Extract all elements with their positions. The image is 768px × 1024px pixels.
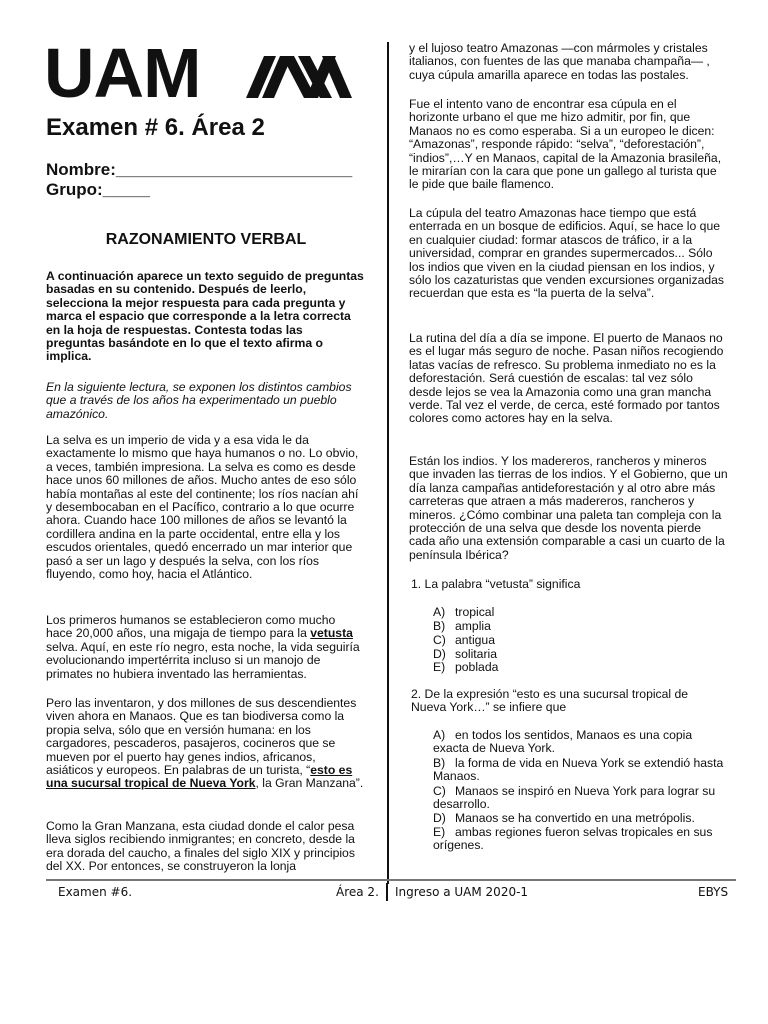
paragraph-3-part-b: , la Gran Manzana”.	[255, 776, 364, 791]
option-letter: D)	[433, 647, 446, 661]
question-1-option-e[interactable]	[433, 661, 731, 674]
paragraph-2-part-a: Los primeros humanos se establecieron como mucho hace 20,000 años, una migaja de tiempo para la	[46, 613, 336, 641]
uam-logo-text: UAM	[44, 34, 201, 112]
question-2-option-d[interactable]	[433, 812, 731, 825]
footer-area: Área 2.	[336, 885, 379, 899]
paragraph-2	[46, 614, 364, 681]
option-text: Manaos se ha convertido en una metrópolis.	[455, 811, 695, 825]
right-paragraph-5: Están los indios. Y los madereros, rancheros y mineros que invaden las tierras de los indios. Y el Gobierno, que un día lanza campañas antideforestación y al otro abre más carreteras que atraen a más madereros, rancheros y mineros. ¿Cómo combinar una paleta tan compleja con la protección de una selva que desde los noventa pierde cada año una extensión comparable a casi un cuarto de la península Ibérica?	[409, 454, 728, 562]
option-text: poblada	[455, 660, 499, 674]
underlined-word-vetusta: vetusta	[310, 626, 353, 641]
option-text: antigua	[455, 633, 495, 647]
footer-divider	[386, 883, 388, 901]
column-divider	[387, 42, 389, 884]
underlined-quote: esto es una sucursal tropical de Nueva York	[46, 763, 353, 791]
footer-ingreso: Ingreso a UAM 2020-1	[395, 885, 529, 899]
option-letter: E)	[433, 825, 446, 839]
question-2-option-e[interactable]	[433, 826, 731, 853]
paragraph-1: La selva es un imperio de vida y a esa vida le da exactamente lo mismo que haya humanos o no. Lo obvio, a veces, también impresiona. La selva es como es desde hace unos 60 millones de años. Mucho antes de eso sólo había montañas al este del continente; los ríos nacían ahí y desembocaban en el Pacífico, contrario a lo que ocurre ahora. Cuando hace 100 millones de años se levantó la cordillera andina en la parte occidental, entre ella y los escudos orientales, quedó encerrado un mar interior que pasó a ser un lago y después la selva, con los ríos fluyendo, como hoy, hacia el Atlántico.	[46, 433, 359, 582]
option-letter: B)	[433, 619, 446, 633]
option-letter: E)	[433, 660, 446, 674]
intro-text: En la siguiente lectura, se exponen los distintos cambios que a través de los años ha experimentado un pueblo amazónico.	[46, 380, 352, 421]
footer-exam: Examen #6.	[58, 885, 133, 899]
group-field: Grupo:_____	[46, 180, 150, 199]
option-letter: C)	[433, 784, 446, 798]
right-paragraph-3: La cúpula del teatro Amazonas hace tiempo que está enterrada en un bosque de edificios. Aquí, se hace lo que en cualquier ciudad: formar atascos de tráfico, ir a la universidad, comprar en grandes supermercados... Sólo los indios que viven en la ciudad piensan en los indios, y sólo los cazaturistas que venden excursiones organizadas recuerdan que esta es “la puerta de la selva”.	[409, 206, 725, 301]
instructions: A continuación aparece un texto seguido de preguntas basadas en su contenido. Después de leerlo, selecciona la mejor respuesta para cada pregunta y marca el espacio que corresponde a la letra correcta en la hoja de respuestas. Contesta todas las preguntas basándote en lo que el texto afirma o implica.	[46, 269, 364, 364]
right-paragraph-1: y el lujoso teatro Amazonas —con mármoles y cristales italianos, con fuentes de las que manaba champaña— , cuya cúpula amarilla aparece en todas las postales.	[409, 41, 710, 82]
option-text: Manaos se inspiró en Nueva York para lograr su desarrollo.	[433, 784, 716, 812]
option-letter: D)	[433, 811, 446, 825]
exam-title: Examen # 6. Área 2	[46, 114, 265, 141]
option-letter: A)	[433, 605, 446, 619]
question-1-option-a[interactable]	[433, 606, 731, 619]
footer-rule	[46, 879, 736, 881]
right-paragraph-2: Fue el intento vano de encontrar esa cúpula en el horizonte urbano el que me hizo admitir, por fin, que Manaos no es como esperaba. Si a un europeo le dicen: “Amazonas”, responde rápido: “selva”, “deforestación”, “indios”,…Y en Manaos, capital de la Amazonia brasileña, le mirarían con la cara que pone un gallego al turista que le pide que baile flamenco.	[409, 97, 722, 192]
paragraph-4: Como la Gran Manzana, esta ciudad donde el calor pesa lleva siglos recibiendo inmigrantes; en concreto, desde la era dorada del caucho, a finales del siglo XIX y principios del XX. Por entonces, se construyeron la lonja	[46, 819, 355, 874]
option-letter: B)	[433, 756, 446, 770]
paragraph-3-part-a: Pero las inventaron, y dos millones de sus descendientes viven ahora en Manaos. Que es tan biodiversa como la propia selva, sólo que en versión humana: en los cargadores, pescaderos, pasajeros, cocineros que se mueven por el puerto hay genes indios, africanos, asiáticos y europeos. En palabras de un turista, “	[46, 696, 357, 778]
section-title: RAZONAMIENTO VERBAL	[105, 231, 307, 248]
option-text: amplia	[455, 619, 491, 633]
right-paragraph-4: La rutina del día a día se impone. El puerto de Manaos no es el lugar más seguro de noche. Pasan niños recogiendo latas vacías de refresco. Su problema inmediato no es la deforestación. Será cuestión de escalas: tal vez sólo desde lejos se vea la Amazonia como una gran mancha verde. Tal vez el verde, de cerca, esté formado por tantos colores como actores hay en la selva.	[409, 331, 724, 426]
question-1: 1. La palabra “vetusta” significa	[411, 577, 581, 591]
option-letter: A)	[433, 728, 446, 742]
option-text: solitaria	[455, 647, 497, 661]
paragraph-2-part-b: selva. Aquí, en este río negro, esta noche, la vida seguiría evolucionando impertérrita incluso si un manojo de primates no hubiera inventado las herramientas.	[46, 639, 360, 681]
option-text: ambas regiones fueron selvas tropicales en sus orígenes.	[433, 825, 713, 853]
question-1-option-b[interactable]	[433, 620, 731, 633]
paragraph-3	[46, 697, 364, 791]
question-2-option-c[interactable]	[433, 785, 731, 812]
option-text: la forma de vida en Nueva York se extendió hasta Manaos.	[433, 756, 724, 784]
option-text: tropical	[455, 605, 495, 619]
question-1-option-c[interactable]	[433, 634, 731, 647]
uam-logo-icon	[246, 56, 352, 98]
question-2: 2. De la expresión “esto es una sucursal tropical de Nueva York…” se infiere que	[411, 687, 689, 715]
footer-code: EBYS	[698, 885, 729, 899]
option-text: en todos los sentidos, Manaos es una copia exacta de Nueva York.	[433, 728, 693, 756]
question-2-option-b[interactable]	[433, 757, 731, 784]
name-field: Nombre:_________________________	[46, 160, 353, 179]
question-2-option-a[interactable]	[433, 729, 731, 756]
option-letter: C)	[433, 633, 446, 647]
